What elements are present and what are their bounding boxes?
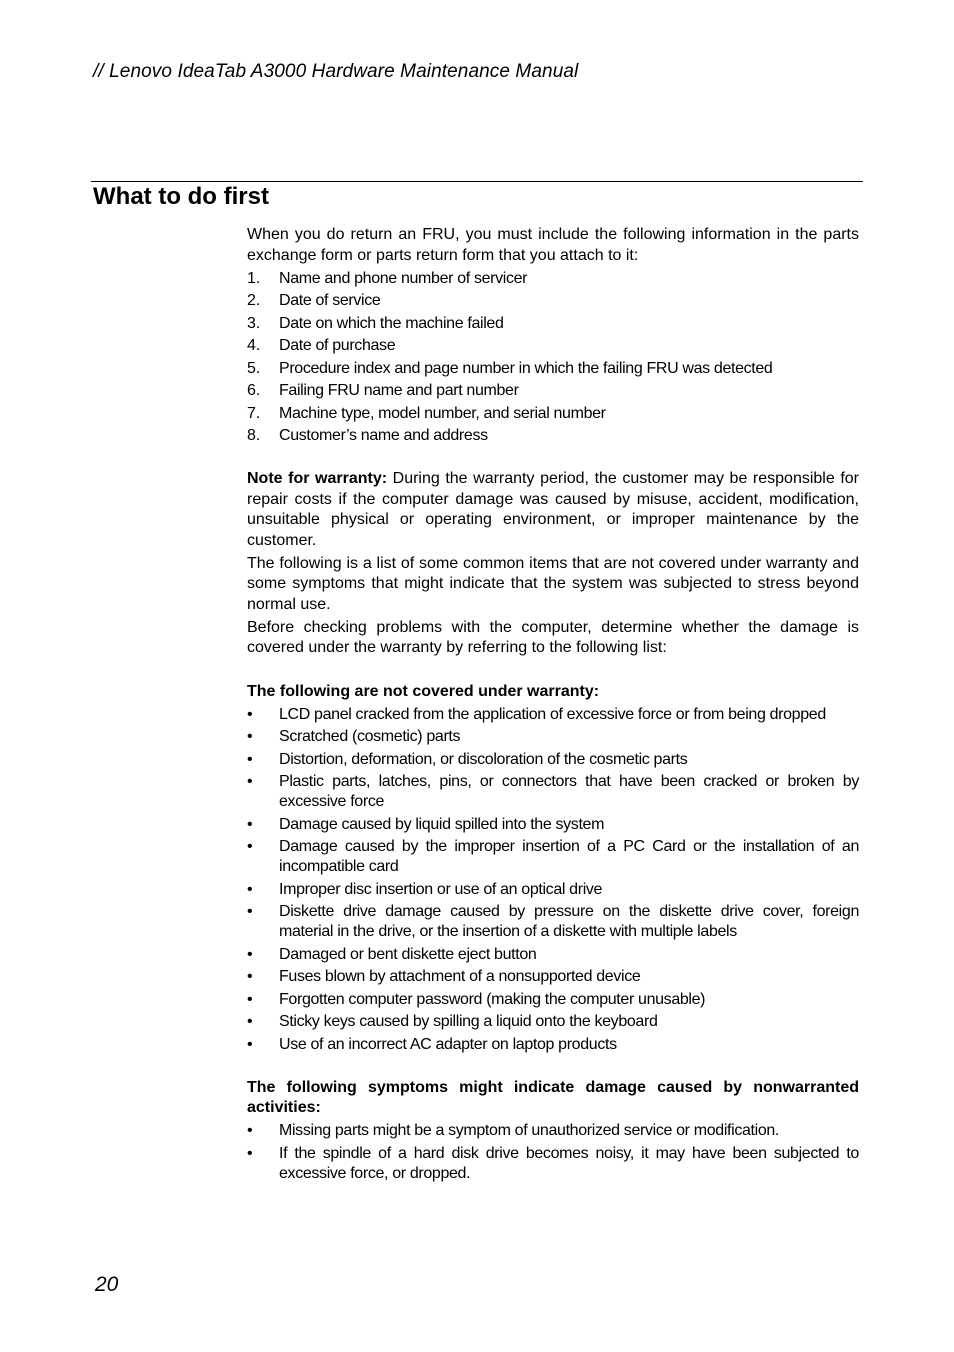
list-item-text: Missing parts might be a symptom of unauthorized service or modification.: [279, 1122, 780, 1139]
list-item: [247, 381, 859, 401]
warranty-note: [247, 469, 859, 551]
list-number: 7.: [247, 404, 261, 422]
list-item: [247, 815, 859, 835]
list-item: [247, 1035, 859, 1055]
list-item-text: Date of purchase: [279, 337, 396, 354]
list-item-text: Sticky keys caused by spilling a liquid onto the keyboard: [279, 1013, 658, 1030]
bullet-icon: •: [247, 1013, 253, 1030]
list-item-text: Improper disc insertion or use of an optical drive: [279, 880, 603, 898]
list-number: 1.: [247, 269, 261, 287]
list-item: [247, 291, 859, 311]
list-item-text: Date on which the machine failed: [279, 314, 504, 332]
warranty-note-text: During the warranty period, the customer may be responsible for repair costs if the computer damage was caused by misuse, accident, modification, unsuitable physical or operating environment, or improper maintenance by the customer.: [247, 470, 860, 549]
list-number: 6.: [247, 382, 261, 399]
list-item: [247, 727, 859, 747]
symptoms-heading: The following symptoms might indicate damage caused by nonwarranted activities:: [247, 1078, 859, 1116]
list-item-text: Distortion, deformation, or discoloration of the cosmetic parts: [279, 750, 688, 768]
list-item: [247, 945, 859, 965]
list-item-text: Diskette drive damage caused by pressure on the diskette drive cover, foreign material in the drive, or the insertion of a diskette with multiple labels: [279, 903, 859, 940]
bullet-icon: •: [247, 750, 253, 768]
bullet-icon: •: [247, 990, 253, 1008]
list-item: [247, 902, 859, 942]
list-number: 3.: [247, 314, 261, 332]
list-item: [247, 404, 859, 424]
list-item-text: Plastic parts, latches, pins, or connectors that have been cracked or broken by excessive force: [279, 773, 859, 810]
bullet-icon: •: [247, 1122, 253, 1139]
list-item-text: Date of service: [279, 292, 381, 309]
list-item: [247, 359, 859, 379]
bullet-icon: •: [247, 1035, 253, 1053]
list-item-text: Forgotten computer password (making the computer unusable): [279, 990, 706, 1008]
bullet-icon: •: [247, 1144, 253, 1162]
list-item-text: Machine type, model number, and serial number: [279, 404, 606, 422]
list-item-text: Failing FRU name and part number: [279, 382, 519, 399]
list-item: [247, 990, 859, 1010]
intro-paragraph: When you do return an FRU, you must include the following information in the parts exchange form or parts return form that you attach to it:: [247, 226, 859, 264]
list-number: 4.: [247, 337, 261, 354]
list-item: [247, 1121, 859, 1141]
list-item: [247, 1144, 859, 1184]
section-title: What to do first: [93, 183, 269, 210]
fru-info-list: [247, 269, 859, 447]
bullet-icon: •: [247, 728, 253, 745]
bullet-icon: •: [247, 968, 253, 985]
list-item: [247, 837, 859, 877]
bullet-icon: •: [247, 880, 253, 898]
list-intro-paragraph: The following is a list of some common items that are not covered under warranty and some symptoms that might indicate that the system was subjected to stress beyond normal use.: [247, 554, 859, 613]
list-item-text: Damage caused by liquid spilled into the system: [279, 815, 605, 833]
list-item: [247, 750, 859, 770]
list-item-text: If the spindle of a hard disk drive becomes noisy, it may have been subjected to excessive force, or dropped.: [279, 1144, 859, 1182]
not-covered-heading: The following are not covered under warranty:: [247, 682, 600, 700]
list-item: [247, 336, 859, 356]
list-item: [247, 1012, 859, 1032]
section-divider: [91, 181, 863, 182]
list-item-text: Scratched (cosmetic) parts: [279, 728, 461, 745]
page-number: 20: [95, 1273, 119, 1296]
main-content: [247, 225, 859, 1186]
list-item-text: Damaged or bent diskette eject button: [279, 945, 537, 963]
not-covered-list: [247, 705, 859, 1055]
running-header: // Lenovo IdeaTab A3000 Hardware Maintenance Manual: [93, 61, 579, 82]
list-item-text: Damage caused by the improper insertion of a PC Card or the installation of an incompatible card: [279, 838, 859, 875]
bullet-icon: •: [247, 815, 253, 833]
list-item: [247, 426, 859, 446]
list-item: [247, 772, 859, 812]
list-item-text: Fuses blown by attachment of a nonsupported device: [279, 968, 641, 985]
symptoms-list: [247, 1121, 859, 1184]
bullet-icon: •: [247, 705, 253, 723]
list-item-text: Use of an incorrect AC adapter on laptop products: [279, 1035, 617, 1053]
list-item-text: Customer’s name and address: [279, 427, 488, 444]
list-number: 8.: [247, 427, 261, 444]
list-number: 5.: [247, 359, 261, 377]
list-item: [247, 880, 859, 900]
bullet-icon: •: [247, 838, 253, 855]
list-item-text: Name and phone number of servicer: [279, 269, 528, 287]
warranty-note-label: Note for warranty:: [247, 470, 388, 487]
list-item: [247, 967, 859, 987]
list-number: 2.: [247, 292, 261, 309]
list-item-text: Procedure index and page number in which the failing FRU was detected: [279, 359, 773, 377]
bullet-icon: •: [247, 903, 253, 920]
list-item: [247, 269, 859, 289]
bullet-icon: •: [247, 945, 253, 963]
list-item-text: LCD panel cracked from the application of excessive force or from being dropped: [279, 705, 826, 723]
list-item: [247, 314, 859, 334]
bullet-icon: •: [247, 773, 253, 790]
list-item: [247, 705, 859, 725]
before-checking-paragraph: Before checking problems with the computer, determine whether the damage is covered under the warranty by referring to the following list:: [247, 618, 859, 656]
